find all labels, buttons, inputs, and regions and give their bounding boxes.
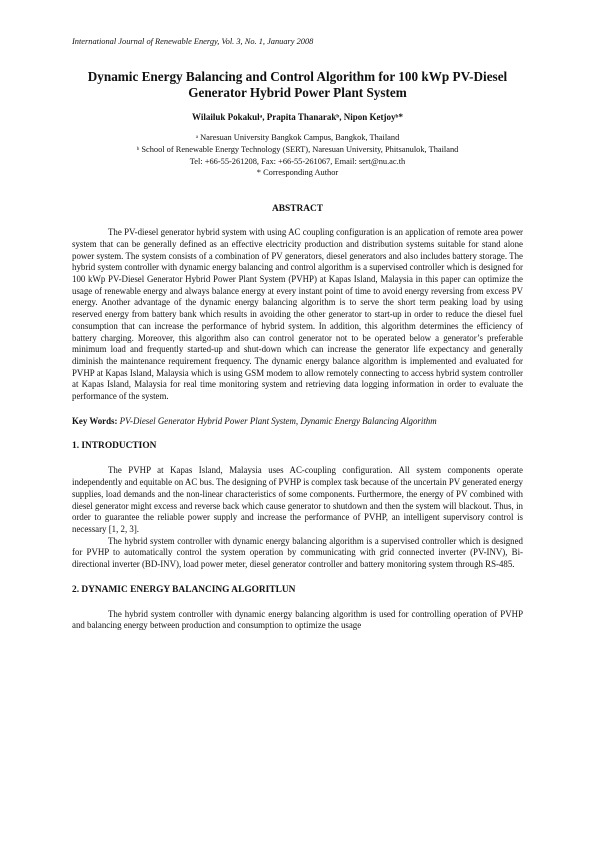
title-line-2: Generator Hybrid Power Plant System	[188, 84, 407, 100]
section-2-paragraph-1: The hybrid system controller with dynamic energy balancing algorithm is used for controlling operation of PVHP and balancing energy between production and consumption to optimize the usage	[72, 608, 523, 631]
contact-info: Tel: +66-55-261208, Fax: +66-55-261067, Email: sert@nu.ac.th	[189, 156, 406, 166]
title-line-1: Dynamic Energy Balancing and Control Algorithm for 100 kWp PV-Diesel	[87, 69, 508, 84]
corresponding-author-note: * Corresponding Author	[256, 168, 339, 178]
keywords	[72, 416, 523, 428]
section-1-paragraph-1: The PVHP at Kapas Island, Malaysia uses AC-coupling configuration. All system components operate independently and equitable on AC bus. The designing of PVHP is complex task because of the uncertain PV generated energy supplies, load demands and the non-linear characteristics of some components. Furthermore, the energy of PV combined with diesel generator might excess and reverse back which cause generator to shutdown and then the system will blackout. Thus, in order to guarantee the reliable power supply and increase the performance of PVHP, an intelligent supervisory control is necessary [1, 2, 3].	[72, 465, 523, 534]
abstract-text: The PV-diesel generator hybrid system with using AC coupling configuration is an application of remote area power system that can be generally defined as an effective electricity production and distribution systems suitable for stand alone power system. The system consists of a combination of PV generators, diesel generators and also includes battery storage. The hybrid system controller with dynamic energy balancing and control algorithm is a supervised controller which is designed for 100 kWp PV-Diesel Generator Hybrid Power Plant System (PVHP) at Kapas Island, Malaysia in this paper can optimize the usage of renewable energy and always balance energy at every instant point of time to avoid energy reversing from excess PV energy. Another advantage of the dynamic energy balancing algorithm is to serve the short term peaking load by using reserved energy from battery bank which results in avoiding the other generator to start-up in order to reduce the diesel fuel consumption that can increase the performance of hybrid system. In addition, this algorithm determines the efficiency of battery charging. Moreover, this algorithm also can control generator not to be operated below a generator’s preferable minimum load and frequently started-up and shut-down which can increase the generator life expectancy and generally diminish the maintenance requirement frequency. The dynamic energy balance algorithm is implemented and evaluated for PVHP at Kapas Island, Malaysia which is using GSM modem to allow remotely connecting to access hybrid system controller at Kapas Island, Malaysia for real time monitoring system and retrieving data logging information in order to evaluate the performance of the system.	[72, 227, 523, 402]
affiliation-a: ᵃ Naresuan University Bangkok Campus, Bangkok, Thailand	[195, 133, 400, 142]
paper-page	[72, 36, 523, 632]
paper-title	[72, 69, 523, 100]
section-1-paragraph-2: The hybrid system controller with dynamic energy balancing algorithm is a supervised controller which is designed for PVHP to automatically control the system operation by communicating with grid connected inverter (PV-INV), Bi-directional inverter (BD-INV), load power meter, diesel generator controller and battery monitoring system through RS-485.	[72, 535, 523, 570]
authors: Wilailuk Pokakulᵃ, Prapita Thanarakᵇ, Nipon Ketjoyᵇ*	[192, 112, 403, 122]
section-1-heading: 1. INTRODUCTION	[72, 441, 157, 452]
keywords-text: PV-Diesel Generator Hybrid Power Plant System, Dynamic Energy Balancing Algorithm	[119, 415, 437, 426]
affiliation-b: ᵇ School of Renewable Energy Technology (SERT), Naresuan University, Phitsanulok, Thailand	[136, 144, 459, 154]
journal-header: International Journal of Renewable Energy, Vol. 3, No. 1, January 2008	[72, 37, 314, 46]
section-2-heading: 2. DYNAMIC ENERGY BALANCING ALGORITLUN	[72, 584, 296, 595]
affiliations	[72, 132, 523, 179]
keywords-label: Key Words:	[72, 415, 118, 426]
abstract-heading: ABSTRACT	[271, 204, 324, 215]
